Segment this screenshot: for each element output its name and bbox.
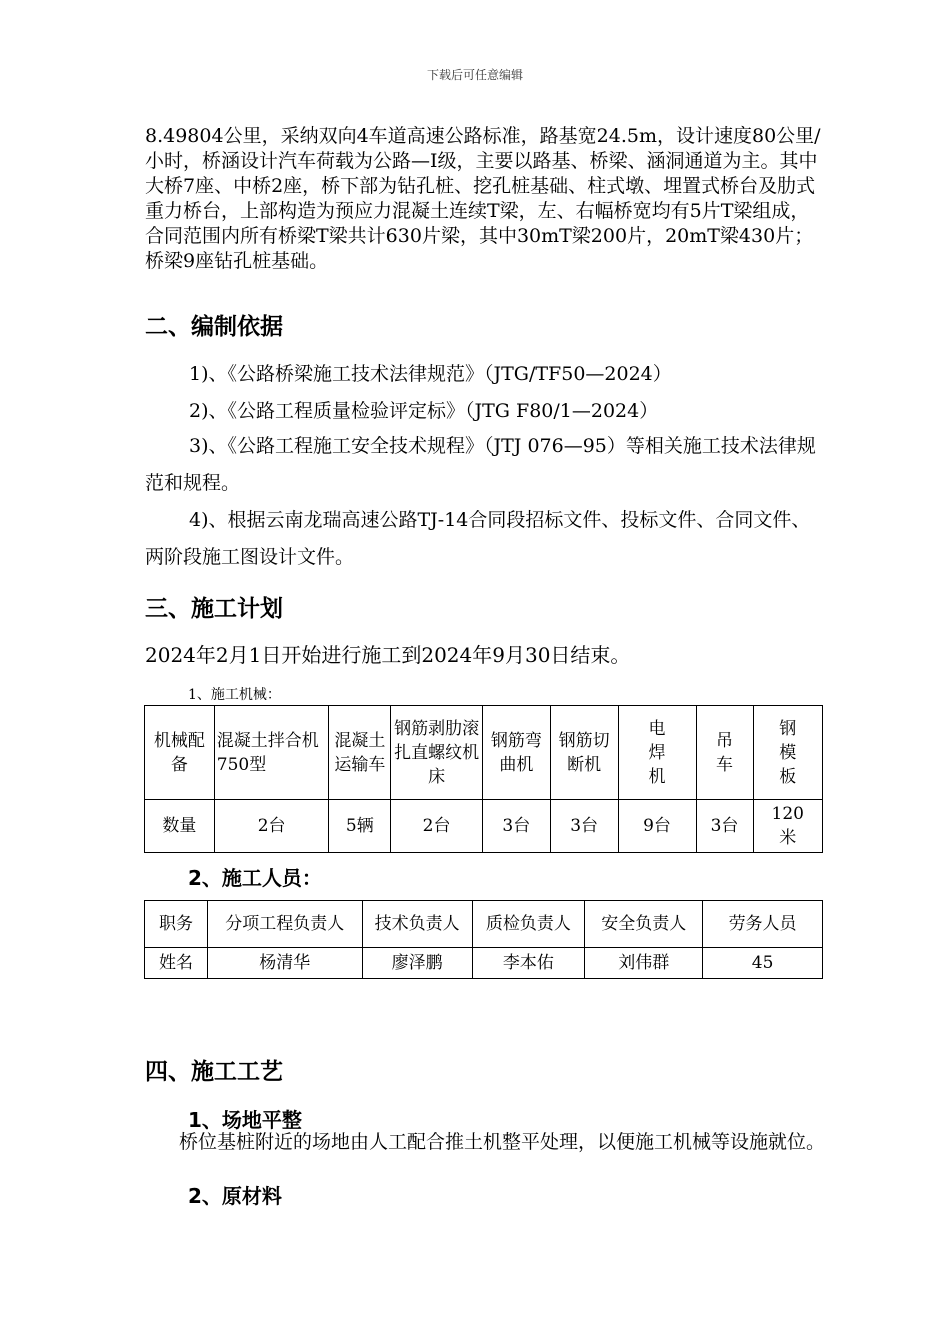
subsection-2-title: 2、原材料 (188, 1184, 282, 1208)
personnel-table (144, 900, 823, 979)
name-cell: 廖泽鹏 (362, 948, 472, 979)
role-row-header: 职务 (145, 901, 208, 948)
name-cell: 刘伟群 (585, 948, 703, 979)
page-header: 下载后可任意编辑 (426, 68, 523, 82)
machine-qty-cell: 2台 (391, 800, 483, 853)
machinery-row-names (145, 706, 823, 800)
machine-name-cell: 吊车 (696, 706, 753, 800)
basis-item-1: 1)、《公路桥梁施工技术法律规范》（JTG/TF50—2024） (189, 363, 672, 385)
machine-name-cell: 混凝土拌合机750型 (214, 706, 329, 800)
personnel-row-names (145, 948, 823, 979)
basis-item-2: 2)、《公路工程质量检验评定标》（JTG F80/1—2024） (189, 400, 659, 422)
machinery-table (144, 705, 823, 853)
schedule-text: 2024年2月1日开始进行施工到2024年9月30日结束。 (145, 643, 631, 667)
machine-qty-cell: 5辆 (329, 800, 391, 853)
machine-name-cell: 钢筋弯曲机 (482, 706, 550, 800)
machine-name-cell: 混凝土运输车 (329, 706, 391, 800)
machine-qty-cell: 3台 (696, 800, 753, 853)
machine-qty-cell: 120米 (753, 800, 822, 853)
section-2-title: 二、编制依据 (145, 314, 283, 340)
machine-qty-cell: 3台 (482, 800, 550, 853)
name-cell: 李本佑 (472, 948, 585, 979)
section-4-title: 四、施工工艺 (145, 1059, 283, 1085)
role-cell: 安全负责人 (585, 901, 703, 948)
machinery-row-quantities (145, 800, 823, 853)
quantity-row-header: 数量 (145, 800, 215, 853)
machine-name-cell: 钢模板 (753, 706, 822, 800)
basis-item-4: 4)、根据云南龙瑞高速公路TJ-14合同段招标文件、投标文件、合同文件、两阶段施工图设计文件。 (145, 509, 811, 568)
subsection-1-text: 桥位基桩附近的场地由人工配合推土机整平处理，以便施工机械等设施就位。 (179, 1131, 826, 1153)
basis-item-3: 3)、《公路工程施工安全技术规程》（JTJ 076—95）等相关施工技术法律规范和规程。 (145, 435, 816, 494)
role-cell: 劳务人员 (703, 901, 823, 948)
machine-qty-cell: 2台 (214, 800, 329, 853)
role-cell: 质检负责人 (472, 901, 585, 948)
role-cell: 技术负责人 (362, 901, 472, 948)
machine-qty-cell: 3台 (550, 800, 618, 853)
personnel-row-roles (145, 901, 823, 948)
machinery-row-header: 机械配备 (145, 706, 215, 800)
machinery-label: 1、施工机械： (188, 687, 281, 703)
machine-qty-cell: 9台 (618, 800, 696, 853)
role-cell: 分项工程负责人 (207, 901, 362, 948)
machine-name-cell: 电焊机 (618, 706, 696, 800)
machine-name-cell: 钢筋剥肋滚扎直螺纹机床 (391, 706, 483, 800)
subsection-1-title: 1、场地平整 (188, 1108, 302, 1132)
section-3-title: 三、施工计划 (145, 596, 283, 622)
name-cell: 杨清华 (207, 948, 362, 979)
name-cell: 45 (703, 948, 823, 979)
intro-paragraph: 8.49804公里，采纳双向4车道高速公路标准，路基宽24.5m，设计速度80公里/小时，桥涵设计汽车荷载为公路—Ⅰ级，主要以路基、桥梁、涵洞通道为主。其中大桥7座、中桥2座，桥下部为钻孔桩、挖孔桩基础、柱式墩、埋置式桥台及肋式重力桥台，上部构造为预应力混凝土连续T梁，左、右幅桥宽均有5片T梁组成，合同范围内所有桥梁T梁共计630片梁，其中30mT梁200片，20mT梁430片；桥梁9座钻孔桩基础。 (145, 125, 821, 272)
machine-name-cell: 钢筋切断机 (550, 706, 618, 800)
personnel-label: 2、施工人员： (188, 866, 322, 890)
name-row-header: 姓名 (145, 948, 208, 979)
